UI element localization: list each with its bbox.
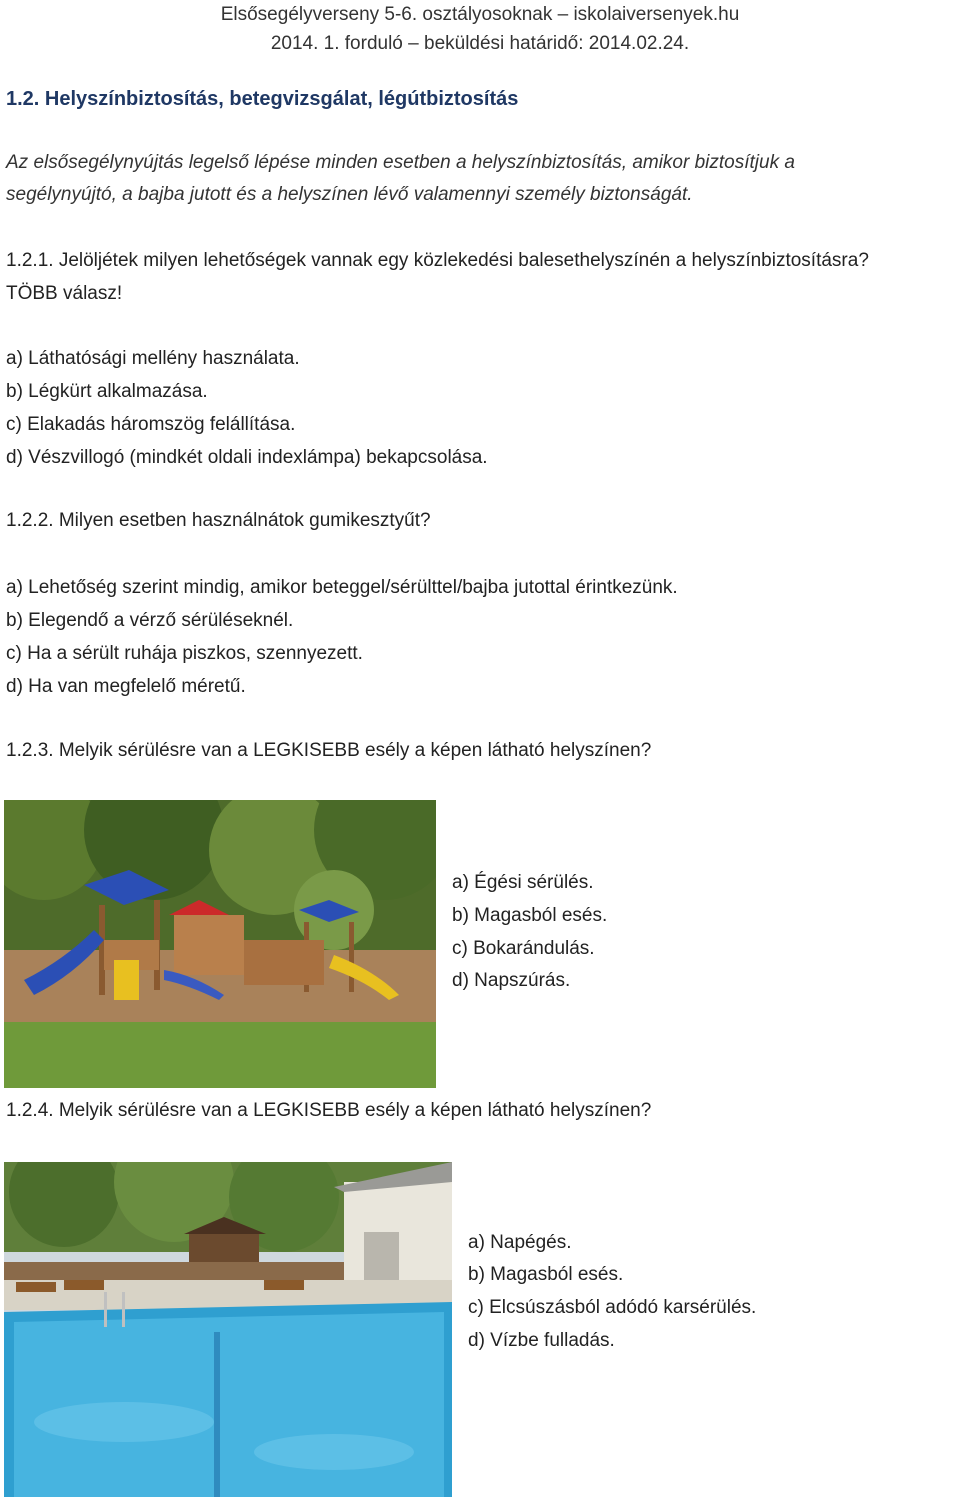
q2-option-c: c) Ha a sérült ruhája piszkos, szennyezett. xyxy=(6,643,363,664)
q2-option-a: a) Lehetőség szerint mindig, amikor beteggel/sérülttel/bajba jutottal érintkezünk. xyxy=(6,577,678,598)
q4-option-c: c) Elcsúszásból adódó karsérülés. xyxy=(468,1297,757,1318)
q4-option-a: a) Napégés. xyxy=(468,1232,572,1253)
question-1-2-3: 1.2.3. Melyik sérülésre van a LEGKISEBB esély a képen látható helyszínen? xyxy=(6,740,652,761)
q2-option-b: b) Elegendő a vérző sérüléseknél. xyxy=(6,610,294,631)
header-line-1: Elsősegélyverseny 5-6. osztályosoknak – iskolaiversenyek.hu xyxy=(220,4,740,25)
pool-photo xyxy=(4,1162,452,1497)
question-1-2-1: 1.2.1. Jelöljétek milyen lehetőségek vannak egy közlekedési balesethelyszínén a helyszínbiztosításra? xyxy=(6,250,869,271)
q3-option-b: b) Magasból esés. xyxy=(452,905,608,926)
section-title: 1.2. Helyszínbiztosítás, betegvizsgálat, légútbiztosítás xyxy=(6,88,519,110)
question-1-2-2: 1.2.2. Milyen esetben használnátok gumikesztyűt? xyxy=(6,510,431,531)
intro-line-2: segélynyújtó, a bajba jutott és a helyszínen lévő valamennyi személy biztonságát. xyxy=(6,184,693,205)
q3-option-d: d) Napszúrás. xyxy=(452,970,571,991)
q4-option-b: b) Magasból esés. xyxy=(468,1264,624,1285)
question-1-2-4: 1.2.4. Melyik sérülésre van a LEGKISEBB esély a képen látható helyszínen? xyxy=(6,1100,652,1121)
q3-option-a: a) Égési sérülés. xyxy=(452,872,594,893)
q2-option-d: d) Ha van megfelelő méretű. xyxy=(6,676,246,697)
q1-option-d: d) Vészvillogó (mindkét oldali indexlámpa) bekapcsolása. xyxy=(6,447,488,468)
q3-option-c: c) Bokarándulás. xyxy=(452,938,595,959)
q1-option-a: a) Láthatósági mellény használata. xyxy=(6,348,300,369)
header-line-2: 2014. 1. forduló – beküldési határidő: 2014.02.24. xyxy=(270,33,690,54)
intro-line-1: Az elsősegélynyújtás legelső lépése minden esetben a helyszínbiztosítás, amikor biztosítjuk a xyxy=(6,152,795,173)
q1-option-c: c) Elakadás háromszög felállítása. xyxy=(6,414,296,435)
question-1-2-1-note: TÖBB válasz! xyxy=(6,283,123,304)
q4-option-d: d) Vízbe fulladás. xyxy=(468,1330,615,1351)
q1-option-b: b) Légkürt alkalmazása. xyxy=(6,381,208,402)
playground-photo xyxy=(4,800,436,1088)
